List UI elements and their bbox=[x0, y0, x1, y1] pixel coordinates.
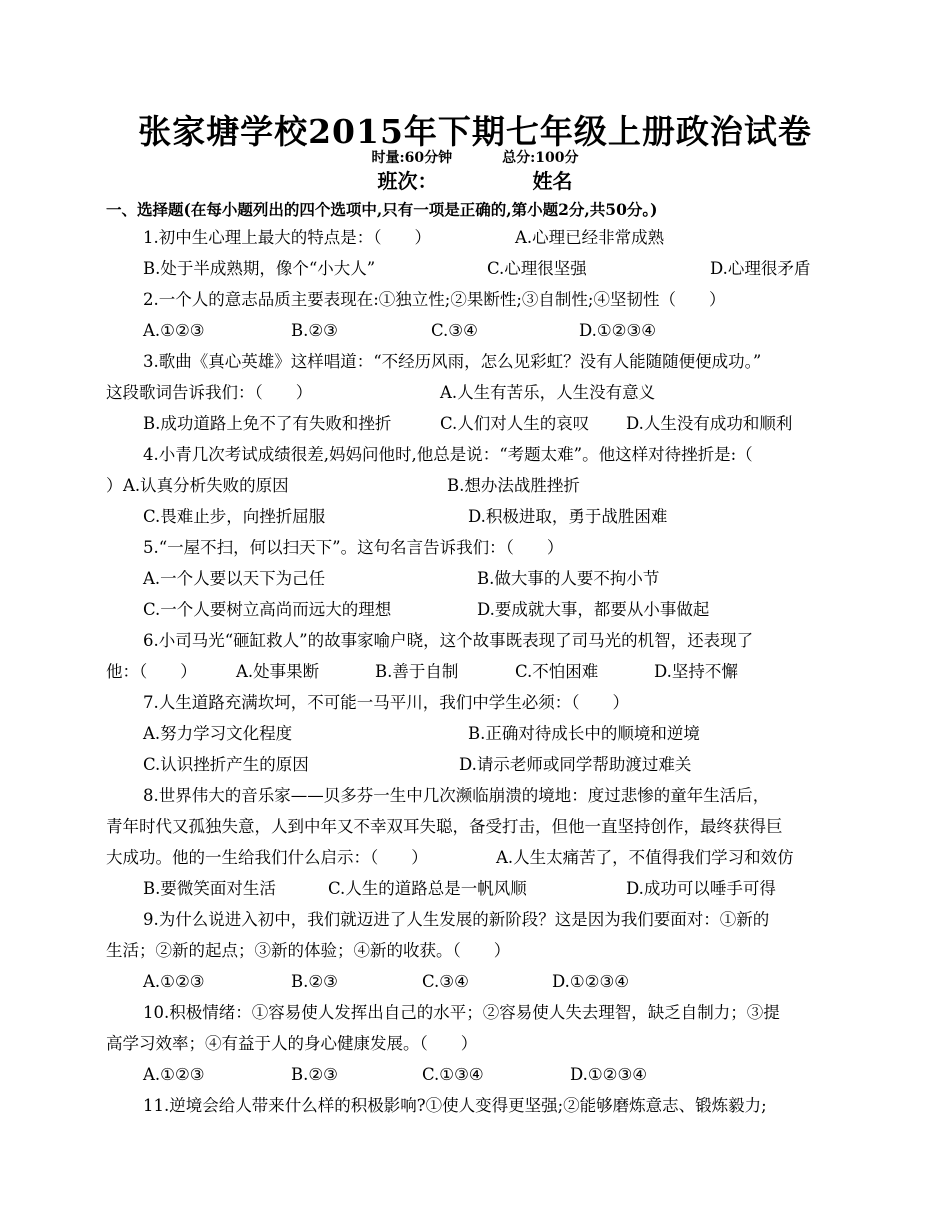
option-b: B.想办法战胜挫折 bbox=[447, 476, 580, 495]
option-a: A.处事果断 bbox=[236, 662, 320, 681]
option-a: A.认真分析失败的原因 bbox=[123, 476, 289, 495]
question-stem: 6.小司马光“砸缸救人”的故事家喻户晓，这个故事既表现了司马光的机智，还表现了 bbox=[143, 631, 754, 650]
option-c: C.不怕困难 bbox=[515, 662, 599, 681]
option-d: D.坚持不懈 bbox=[654, 662, 738, 681]
option-b: B.要微笑面对生活 bbox=[143, 879, 276, 898]
option-d: D.①②③④ bbox=[579, 321, 657, 340]
option-d: D.心理很矛盾 bbox=[710, 259, 811, 278]
name-label: 姓名 bbox=[532, 169, 573, 193]
question-stem: 8.世界伟大的音乐家——贝多芬一生中几次濒临崩溃的境地：度过悲惨的童年生活后， bbox=[143, 786, 770, 805]
option-b: B.处于半成熟期，像个“小大人” bbox=[143, 259, 376, 278]
option-d: D.积极进取，勇于战胜困难 bbox=[468, 507, 668, 526]
option-c: C.人们对人生的哀叹 bbox=[440, 414, 590, 433]
option-b: B.成功道路上免不了有失败和挫折 bbox=[143, 414, 392, 433]
option-b: B.②③ bbox=[291, 1065, 338, 1084]
section-title: 一、选择题(在每小题列出的四个选项中,只有一项是正确的,第小题2分,共50分。) bbox=[106, 200, 658, 219]
option-a: A.人生有苦乐，人生没有意义 bbox=[440, 383, 656, 402]
option-a: A.①②③ bbox=[143, 972, 205, 991]
option-a: A.努力学习文化程度 bbox=[143, 724, 293, 743]
question-stem-cont: 他：（ ） bbox=[106, 662, 197, 681]
option-c: C.③④ bbox=[422, 972, 469, 991]
question-stem: 9.为什么说进入初中，我们就迈进了人生发展的新阶段？这是因为我们要面对：①新的 bbox=[143, 910, 770, 929]
question-stem: 3.歌曲《真心英雄》这样唱道：“不经历风雨，怎么见彩虹？没有人能随随便便成功。” bbox=[143, 352, 762, 371]
question-stem-cont: 这段歌词告诉我们：（ ） bbox=[106, 383, 313, 402]
question-stem-cont: 生活；②新的起点；③新的体验；④新的收获。（ ） bbox=[106, 941, 511, 960]
option-b: B.善于自制 bbox=[375, 662, 459, 681]
option-a: A.一个人要以天下为己任 bbox=[143, 569, 326, 588]
class-label: 班次： bbox=[377, 169, 438, 193]
exam-title: 张家塘学校2015年下期七年级上册政治试卷 bbox=[138, 112, 812, 151]
option-b: B.做大事的人要不拘小节 bbox=[477, 569, 660, 588]
option-c: C.人生的道路总是一帆风顺 bbox=[328, 879, 527, 898]
option-c: C.一个人要树立高尚而远大的理想 bbox=[143, 600, 392, 619]
question-stem: 10.积极情绪：①容易使人发挥出自己的水平；②容易使人失去理智，缺乏自制力；③提 bbox=[143, 1003, 780, 1022]
option-d: D.请示老师或同学帮助渡过难关 bbox=[459, 755, 692, 774]
question-stem: 11.逆境会给人带来什么样的积极影响?①使人变得更坚强;②能够磨炼意志、锻炼毅力; bbox=[143, 1096, 767, 1115]
option-c: C.心理很坚强 bbox=[487, 259, 587, 278]
question-stem: 7.人生道路充满坎坷，不可能一马平川，我们中学生必须：（ ） bbox=[143, 693, 629, 712]
question-stem-cont: 高学习效率；④有益于人的身心健康发展。（ ） bbox=[106, 1034, 478, 1053]
option-a: A.①②③ bbox=[143, 1065, 205, 1084]
option-b: B.②③ bbox=[291, 321, 338, 340]
option-a: A.①②③ bbox=[143, 321, 205, 340]
option-c: C.③④ bbox=[431, 321, 478, 340]
question-stem: 2.一个人的意志品质主要表现在:①独立性;②果断性;③自制性;④坚韧性（ ） bbox=[143, 290, 726, 309]
option-b: B.②③ bbox=[291, 972, 338, 991]
exam-meta bbox=[0, 147, 950, 167]
option-b: B.正确对待成长中的顺境和逆境 bbox=[468, 724, 700, 743]
option-c: C.畏难止步，向挫折屈服 bbox=[143, 507, 326, 526]
question-stem-cont: 青年时代又孤独失意，人到中年又不幸双耳失聪，备受打击，但他一直坚持创作，最终获得巨 bbox=[106, 817, 783, 836]
option-d: D.成功可以唾手可得 bbox=[626, 879, 776, 898]
exam-time: 时量:60分钟 bbox=[371, 150, 453, 166]
option-c: C.认识挫折产生的原因 bbox=[143, 755, 309, 774]
option-d: D.人生没有成功和顺利 bbox=[626, 414, 793, 433]
option-d: D.①②③④ bbox=[570, 1065, 648, 1084]
question-stem-cont: ） bbox=[106, 476, 123, 495]
option-d: D.要成就大事，都要从小事做起 bbox=[477, 600, 710, 619]
exam-score: 总分:100分 bbox=[502, 150, 579, 166]
question-stem: 1.初中生心理上最大的特点是：（ ） bbox=[143, 228, 431, 247]
question-stem: 5.“一屋不扫，何以扫天下”。这句名言告诉我们：（ ） bbox=[143, 538, 564, 557]
option-d: D.①②③④ bbox=[552, 972, 630, 991]
question-stem: 4.小青几次考试成绩很差,妈妈问他时,他总是说：“考题太难”。他这样对待挫折是:（ bbox=[143, 445, 753, 464]
student-info bbox=[0, 165, 950, 194]
question-stem-cont: 大成功。他的一生给我们什么启示：（ ） bbox=[106, 848, 428, 867]
option-a: A.人生太痛苦了，不值得我们学习和效仿 bbox=[496, 848, 794, 867]
option-a: A.心理已经非常成熟 bbox=[515, 228, 665, 247]
option-c: C.①③④ bbox=[422, 1065, 484, 1084]
